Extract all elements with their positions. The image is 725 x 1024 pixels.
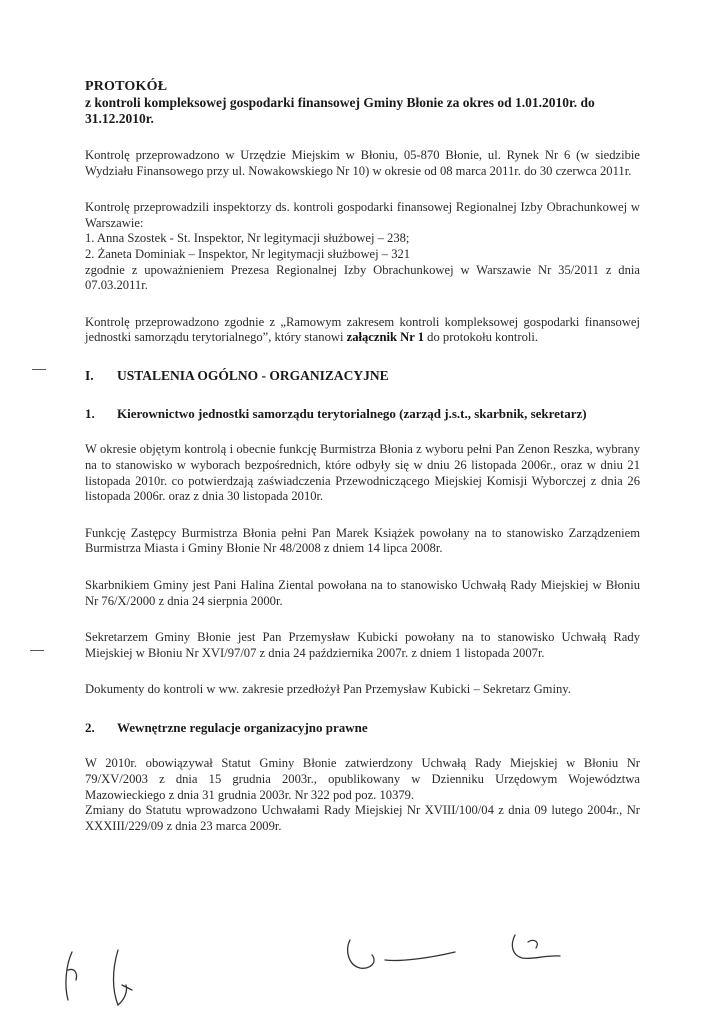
subsection-title: Wewnętrzne regulacje organizacyjno prawne	[117, 719, 368, 735]
signature-center	[348, 940, 455, 968]
paragraph-statute: W 2010r. obowiązywał Statut Gminy Błonie zatwierdzony Uchwałą Rady Miejskiej w Błoniu Nr 79/XV/2003 z dnia 15 grudnia 2003r., opublikowany w Dzienniku Urzędowym Województwa Mazowieckiego z dnia 31 grudnia 2003r. Nr 322 pod poz. 10379.	[85, 756, 640, 802]
section-number: I.	[85, 367, 94, 383]
document-subtitle: z kontroli kompleksowej gospodarki finansowej Gminy Błonie za okres od 1.01.2010r. do 31.12.2010r.	[85, 95, 595, 126]
document-title: PROTOKÓŁ	[85, 79, 168, 94]
paragraph-statute-changes: Zmiany do Statutu wprowadzono Uchwałami Rady Miejskiej Nr XVIII/100/04 z dnia 09 lutego 2004r., Nr XXXIII/229/09 z dnia 23 marca 2009r.	[85, 803, 640, 833]
subsection-number: 1.	[85, 405, 95, 421]
inspectors-lead: Kontrolę przeprowadzili inspektorzy ds. kontroli gospodarki finansowej Regionalnej Izby Obrachunkowej w Warszawie:	[85, 200, 640, 230]
authorization-text: zgodnie z upoważnieniem Prezesa Regionalnej Izby Obrachunkowej w Warszawie Nr 35/2011 z dnia 07.03.2011r.	[85, 262, 640, 293]
paragraph-treasurer: Skarbnikiem Gminy jest Pani Halina Ziental powołana na to stanowisko Uchwałą Rady Miejskiej w Błoniu Nr 76/X/2000 z dnia 24 sierpnia 2000r.	[85, 578, 640, 608]
scope-text-after: do protokołu kontroli.	[424, 330, 539, 345]
signature-initials-middle	[114, 950, 133, 1005]
inspector-1: 1. Anna Szostek - St. Inspektor, Nr legitymacji służbowej – 238;	[85, 231, 410, 246]
section-title: USTALENIA OGÓLNO - ORGANIZACYJNE	[117, 367, 389, 383]
subsection-number: 2.	[85, 719, 95, 735]
subsection-title: Kierownictwo jednostki samorządu terytorialnego (zarząd j.s.t., skarbnik, sekretarz)	[117, 405, 587, 421]
paragraph-secretary: Sekretarzem Gminy Błonie jest Pan Przemysław Kubicki powołany na to stanowisko Uchwałą Rady Miejskiej w Błoniu Nr XVI/97/07 z dnia 24 października 2007r. z dniem 1 listopada 2007r.	[85, 630, 640, 660]
paragraph-deputy-mayor: Funkcję Zastępcy Burmistrza Błonia pełni Pan Marek Książek powołany na to stanowisko Zarządzeniem Burmistrza Miasta i Gminy Błonie Nr 48/2008 z dniem 14 lipca 2008r.	[85, 525, 640, 556]
paragraph-mayor: W okresie objętym kontrolą i obecnie funkcję Burmistrza Błonia z wyboru pełni Pan Zenon Reszka, wybrany na to stanowisko w wyborach bezpośrednich, które odbyły się w dniu 26 listopada 2006r., oraz w dniu 21 listopada 2010r. co potwierdzają zaświadczenia Przewodniczącego Miejskiej Komisji Wyborczej z dnia 26 listopada 2006r. oraz z dnia 30 listopada 2010r.	[85, 442, 640, 504]
signature-initials-left	[66, 952, 77, 1000]
inspector-2: 2. Żaneta Dominiak – Inspektor, Nr legitymacji służbowej – 321	[85, 246, 411, 261]
signature-right	[512, 935, 560, 958]
scope-text-before: Kontrolę przeprowadzono zgodnie z „Ramowym zakresem kontroli kompleksowej gospodarki finansowej jednostki samorządu terytorialnego”, który stanowi	[85, 314, 640, 345]
intro-paragraph-location: Kontrolę przeprowadzono w Urzędzie Miejskim w Błoniu, 05-870 Błonie, ul. Rynek Nr 6 (w siedzibie Wydziału Finansowego przy ul. Nowakowskiego Nr 10) w okresie od 08 marca 2011r. do 30 czerwca 2011r.	[85, 148, 640, 178]
paragraph-documents: Dokumenty do kontroli w ww. zakresie przedłożył Pan Przemysław Kubicki – Sekretarz Gminy.	[85, 682, 571, 697]
attachment-reference: załącznik Nr 1	[346, 330, 425, 345]
